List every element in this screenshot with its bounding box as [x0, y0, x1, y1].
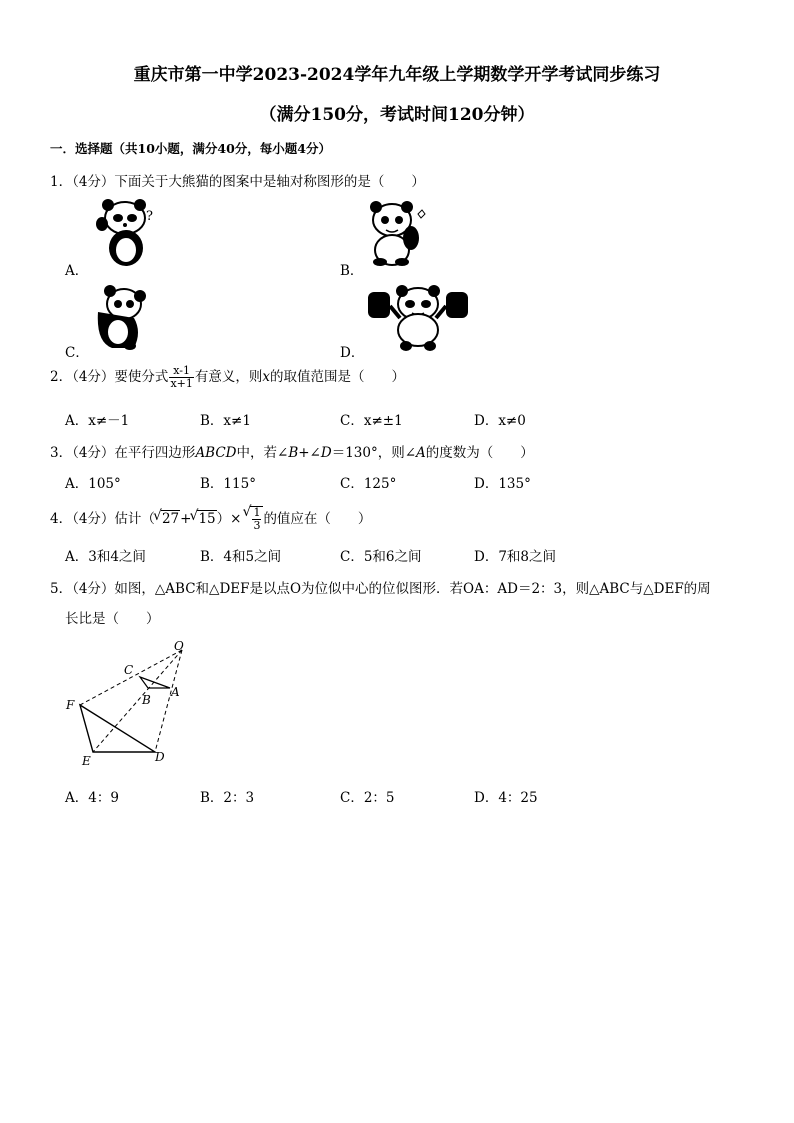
q5-option-a: A．4：9	[65, 790, 119, 806]
q3-part7: ＝130°，则∠	[331, 445, 417, 461]
page-subtitle: （满分150分，考试时间120分钟）	[259, 105, 535, 125]
q4-option-a: A．3和4之间	[65, 549, 146, 565]
q3-option-c: C．125°	[340, 476, 397, 492]
q4-part1: 4．（4分）估计（	[50, 511, 155, 527]
ray-o-f	[80, 650, 182, 705]
q1-option-b-label: B．	[340, 263, 364, 279]
q3-part4: B	[288, 445, 299, 461]
q3-option-a: A．105°	[65, 476, 121, 492]
q2-numerator: x-1	[169, 365, 193, 378]
q3-part1: 3．（4分）在平行四边形	[50, 445, 196, 461]
q2-option-d: D．x≠0	[474, 413, 526, 429]
q4-sqrt-15: √ 15	[197, 510, 216, 527]
label-o: O	[174, 639, 184, 653]
q3-option-d: D．135°	[474, 476, 531, 492]
q4-option-d: D．7和8之间	[474, 549, 557, 565]
q3-part5: +∠	[298, 445, 321, 461]
label-a: A	[171, 685, 180, 699]
q2-variable: x	[262, 369, 270, 385]
q3-part6: D	[320, 445, 332, 461]
q4-option-c: C．5和6之间	[340, 549, 422, 565]
label-d: D	[155, 750, 165, 764]
q3-part2: ABCD	[195, 445, 237, 461]
q5-option-d: D．4：25	[474, 790, 538, 806]
question-5-line2: 长比是（ ）	[65, 611, 160, 627]
triangle-def	[80, 705, 155, 752]
panda-image-c	[90, 282, 162, 352]
q2-option-a: A．x≠－1	[65, 413, 130, 429]
question-4-stem	[50, 506, 371, 532]
question-1-stem: 1．（4分）下面关于大熊猫的图案中是轴对称图形的是（ ）	[50, 174, 425, 190]
q1-option-a-label: A．	[65, 263, 89, 279]
label-e: E	[82, 754, 91, 768]
q3-part8: A	[416, 445, 426, 461]
question-3-stem	[50, 441, 534, 461]
q3-part9: 的度数为（ ）	[425, 445, 534, 461]
panda-image-d	[366, 284, 470, 354]
q2-option-c: C．x≠±1	[340, 413, 403, 429]
panda-image-b	[362, 198, 434, 270]
q4-part2: ）×	[216, 511, 242, 527]
label-c: C	[124, 663, 134, 677]
q2-suffix1: 有意义，则	[194, 369, 263, 385]
label-f: F	[66, 698, 75, 712]
q2-prefix: 2．（4分）要使分式	[50, 369, 169, 385]
panda-image-a	[90, 198, 162, 270]
q4-part3: 的值应在（ ）	[263, 511, 372, 527]
q4-sqrt-27: √ 27	[161, 510, 180, 527]
q5-option-b: B．2：3	[200, 790, 255, 806]
label-b: B	[142, 693, 151, 707]
q2-denominator: x+1	[170, 377, 193, 390]
q4-fraction-num: √ 1	[253, 506, 261, 519]
svg-text:?: ?	[146, 209, 153, 224]
q3-option-b: B．115°	[200, 476, 256, 492]
q4-sqrt-fraction	[250, 506, 263, 532]
ray-o-d	[155, 650, 182, 752]
q3-part3: 中，若∠	[236, 445, 289, 461]
q1-option-c-label: C．	[65, 345, 89, 361]
q2-suffix2: 的取值范围是（ ）	[269, 369, 405, 385]
q2-option-b: B．x≠1	[200, 413, 251, 429]
q4-option-b: B．4和5之间	[200, 549, 282, 565]
section-heading: 一．选择题（共10小题，满分40分，每小题4分）	[50, 141, 331, 156]
question-2-stem	[50, 365, 405, 390]
q2-fraction	[169, 365, 193, 390]
q4-plus: +	[180, 511, 192, 527]
q5-option-c: C．2：5	[340, 790, 395, 806]
triangle-abc	[140, 677, 170, 688]
q5-geometry-figure	[60, 636, 200, 768]
q4-fraction-den: 3	[253, 519, 261, 532]
q1-option-d-label: D．	[340, 345, 365, 361]
q4-fraction	[252, 507, 261, 532]
question-5-line1: 5．（4分）如图，△ABC和△DEF是以点O为位似中心的位似图形．若OA：AD＝2：3，则△ABC与△DEF的周	[50, 581, 711, 597]
page-title: 重庆市第一中学2023-2024学年九年级上学期数学开学考试同步练习	[133, 65, 661, 85]
